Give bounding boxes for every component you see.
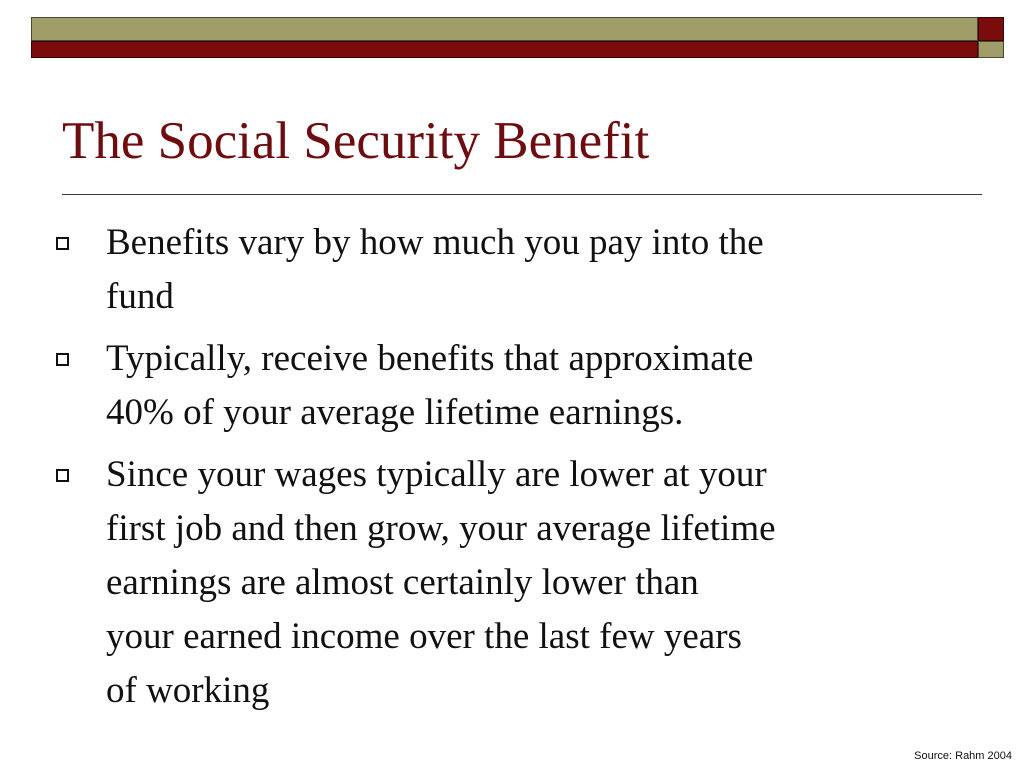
header-band-olive (31, 17, 978, 41)
bullet-text: Typically, receive benefits that approximate 40% of your average lifetime earnings. (106, 338, 754, 433)
header-corner-olive (978, 41, 1004, 58)
header-corner-maroon (978, 17, 1004, 41)
bullet-list (54, 216, 954, 726)
hollow-square-bullet-icon (56, 469, 69, 482)
bullet-text: Since your wages typically are lower at your first job and then grow, your average lifetime earnings are almost certainly lower than your earned income over the last few years of working (106, 454, 776, 711)
header-band-maroon (31, 41, 978, 58)
hollow-square-bullet-icon (56, 353, 69, 366)
bullet-item (54, 448, 954, 718)
source-citation: Source: Rahm 2004 (914, 750, 1012, 762)
slide-title: The Social Security Benefit (62, 112, 650, 170)
bullet-item (54, 332, 954, 440)
bullet-item (54, 216, 954, 324)
bullet-text: Benefits vary by how much you pay into the fund (106, 222, 764, 317)
title-divider (62, 194, 982, 195)
hollow-square-bullet-icon (56, 237, 69, 250)
